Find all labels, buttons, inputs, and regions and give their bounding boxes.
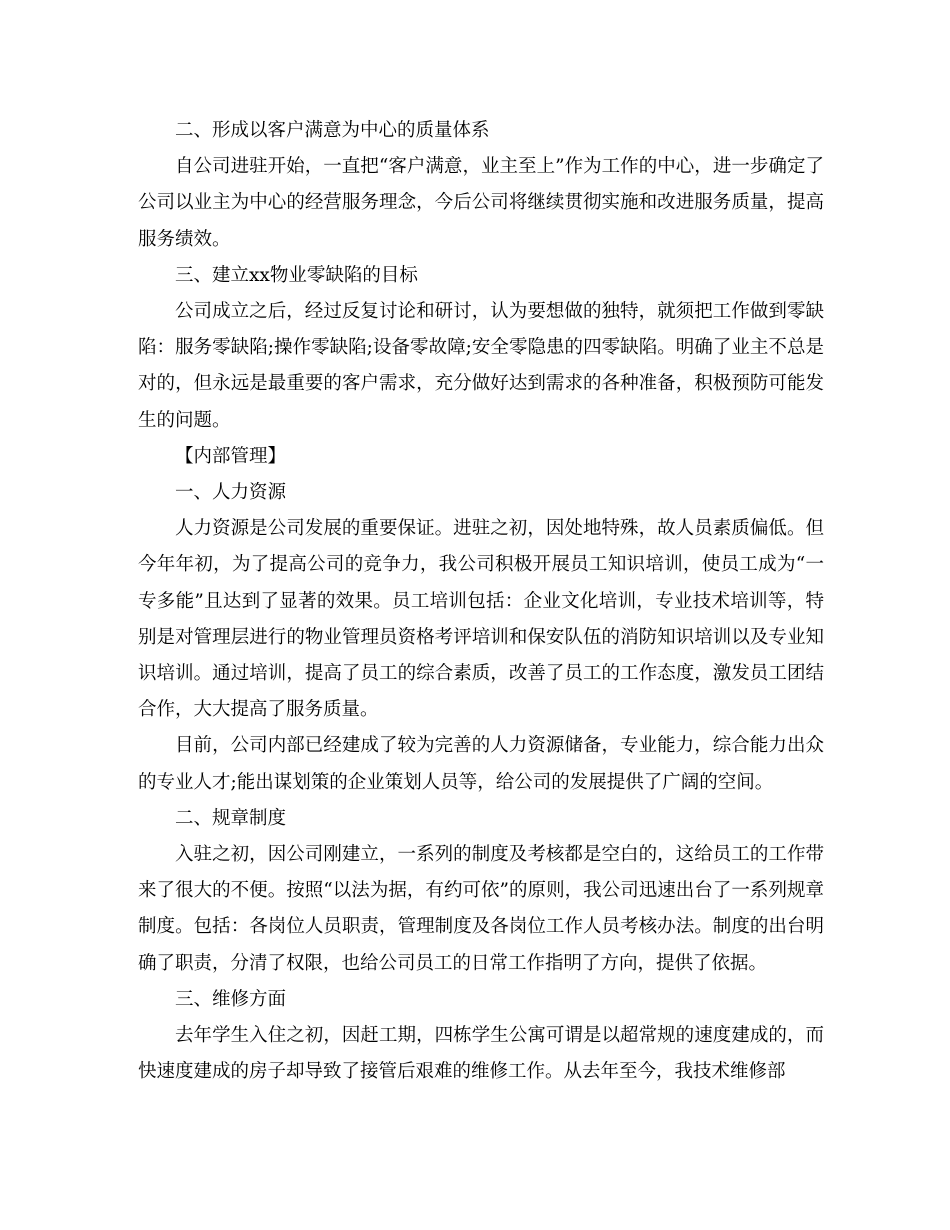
paragraph-human-resources-training: 人力资源是公司发展的重要保证。进驻之初，因处地特殊，故人员素质偏低。但今年年初，为了提高公司的竞争力，我公司积极开展员工知识培训，使员工成为“一专多能”且达到了显著的效果。员工培训包括：企业文化培训，专业技术培训等，特别是对管理层进行的物业管理员资格考评培训和保安队伍的消防知识培训以及专业知识培训。通过培训，提高了员工的综合素质，改善了员工的工作态度，激发员工团结合作，大大提高了服务质量。	[138, 518, 824, 721]
paragraph-zero-defect: 公司成立之后，经过反复讨论和研讨，认为要想做的独特，就须把工作做到零缺陷：服务零缺陷;操作零缺陷;设备零故障;安全零隐患的四零缺陷。明确了业主不总是对的，但永远是最重要的客户需求，充分做好达到需求的各种准备，积极预防可能发生的问题。	[138, 301, 824, 431]
section-heading-zero-defect: 三、建立xx物业零缺陷的目标	[175, 264, 418, 286]
section-heading-quality-system: 二、形成以客户满意为中心的质量体系	[175, 120, 490, 141]
paragraph-customer-satisfaction: 自公司进驻开始，一直把“客户满意，业主至上”作为工作的中心，进一步确定了公司以业主为中心的经营服务理念，今后公司将继续贯彻实施和改进服务质量，提高服务绩效。	[138, 156, 824, 250]
section-heading-regulations: 二、规章制度	[175, 807, 287, 829]
paragraph-human-resources-reserve: 目前，公司内部已经建成了较为完善的人力资源储备，专业能力，综合能力出众的专业人才;能出谋划策的企业策划人员等，给公司的发展提供了广阔的空间。	[138, 735, 824, 793]
section-heading-maintenance: 三、维修方面	[175, 988, 287, 1010]
document-body	[138, 113, 824, 1090]
paragraph-maintenance: 去年学生入住之初，因赶工期，四栋学生公寓可谓是以超常规的速度建成的，而快速度建成的房子却导致了接管后艰难的维修工作。从去年至今，我技术维修部	[138, 1025, 824, 1083]
section-heading-human-resources: 一、人力资源	[175, 482, 287, 504]
paragraph-regulations: 入驻之初，因公司刚建立，一系列的制度及考核都是空白的，这给员工的工作带来了很大的不便。按照“以法为据，有约可依”的原则，我公司迅速出台了一系列规章制度。包括：各岗位人员职责，管理制度及各岗位工作人员考核办法。制度的出台明确了职责，分清了权限，也给公司员工的日常工作指明了方向，提供了依据。	[138, 844, 824, 974]
section-heading-internal-management: 【内部管理】	[175, 445, 287, 467]
